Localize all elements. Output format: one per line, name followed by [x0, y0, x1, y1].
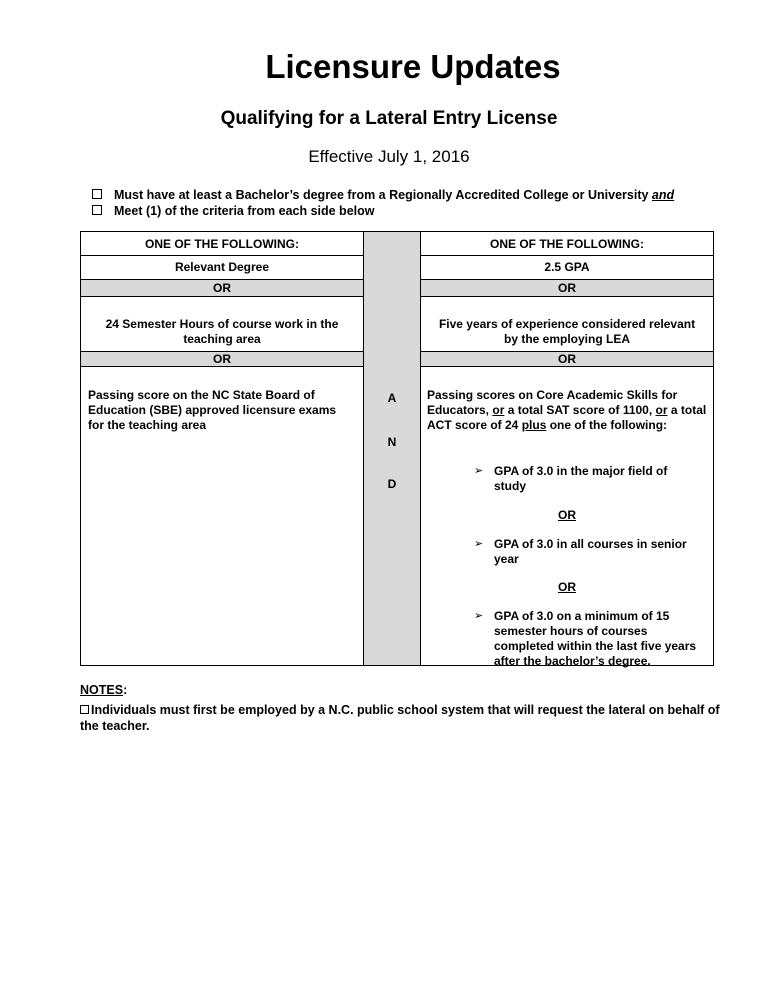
effective-date: Effective July 1, 2016	[308, 147, 470, 166]
right-header: ONE OF THE FOLLOWING:	[490, 237, 644, 251]
requirement-item: Must have at least a Bachelor’s degree from a Regionally Accredited College or University and	[92, 187, 674, 203]
sub-or: OR	[558, 508, 576, 522]
row-divider	[421, 296, 713, 297]
criteria-table	[80, 231, 714, 666]
and-letter-d: D	[387, 477, 397, 491]
right-or-band: OR	[421, 352, 713, 366]
requirements-list	[92, 187, 674, 219]
left-option-relevant-degree: Relevant Degree	[174, 260, 270, 274]
column-divider	[363, 232, 364, 665]
right-option-experience: Five years of experience considered relevant by the employing LEA	[438, 317, 696, 346]
notes-text: Individuals must first be employed by a N.C. public school system that will request the lateral on behalf of the teacher.	[80, 703, 720, 733]
row-divider	[81, 296, 363, 297]
arrow-bullet-icon: ➢	[474, 538, 484, 550]
sub-or: OR	[558, 580, 576, 594]
row-divider	[81, 255, 363, 256]
checkbox-icon	[92, 205, 102, 215]
arrow-bullet-icon: ➢	[474, 610, 484, 622]
right-or-band: OR	[421, 280, 713, 296]
right-option-test-scores: Passing scores on Core Academic Skills for Educators, or a total SAT score of 1100, or a total ACT score of 24 plus one of the following:	[427, 388, 707, 432]
row-divider	[421, 366, 713, 367]
left-option-licensure-exam: Passing score on the NC State Board of Education (SBE) approved licensure exams for the teaching area	[88, 388, 337, 432]
left-or-band: OR	[81, 280, 363, 296]
left-option-semester-hours: 24 Semester Hours of course work in the teaching area	[105, 317, 339, 346]
row-divider	[81, 366, 363, 367]
page-subtitle: Qualifying for a Lateral Entry License	[220, 108, 558, 129]
notes-label: NOTES:	[80, 683, 128, 697]
and-letter-n: N	[387, 435, 397, 449]
and-emphasis: and	[651, 188, 675, 202]
requirement-item: Meet (1) of the criteria from each side below	[92, 203, 674, 219]
and-letter-a: A	[387, 391, 397, 405]
arrow-bullet-icon: ➢	[474, 465, 484, 477]
row-divider	[421, 255, 713, 256]
checkbox-icon	[80, 705, 89, 714]
left-header: ONE OF THE FOLLOWING:	[145, 237, 299, 251]
sub-option-senior-gpa: GPA of 3.0 in all courses in senior year	[494, 537, 687, 566]
sub-option-major-gpa: GPA of 3.0 in the major field of study	[494, 464, 668, 493]
right-option-gpa: 2.5 GPA	[544, 260, 590, 274]
sub-option-semester-gpa: GPA of 3.0 on a minimum of 15 semester hours of courses completed within the last five years after the bachelor’s degree.	[494, 609, 697, 668]
page-title: Licensure Updates	[265, 48, 561, 85]
checkbox-icon	[92, 189, 102, 199]
left-or-band: OR	[81, 352, 363, 366]
and-column	[364, 232, 420, 665]
